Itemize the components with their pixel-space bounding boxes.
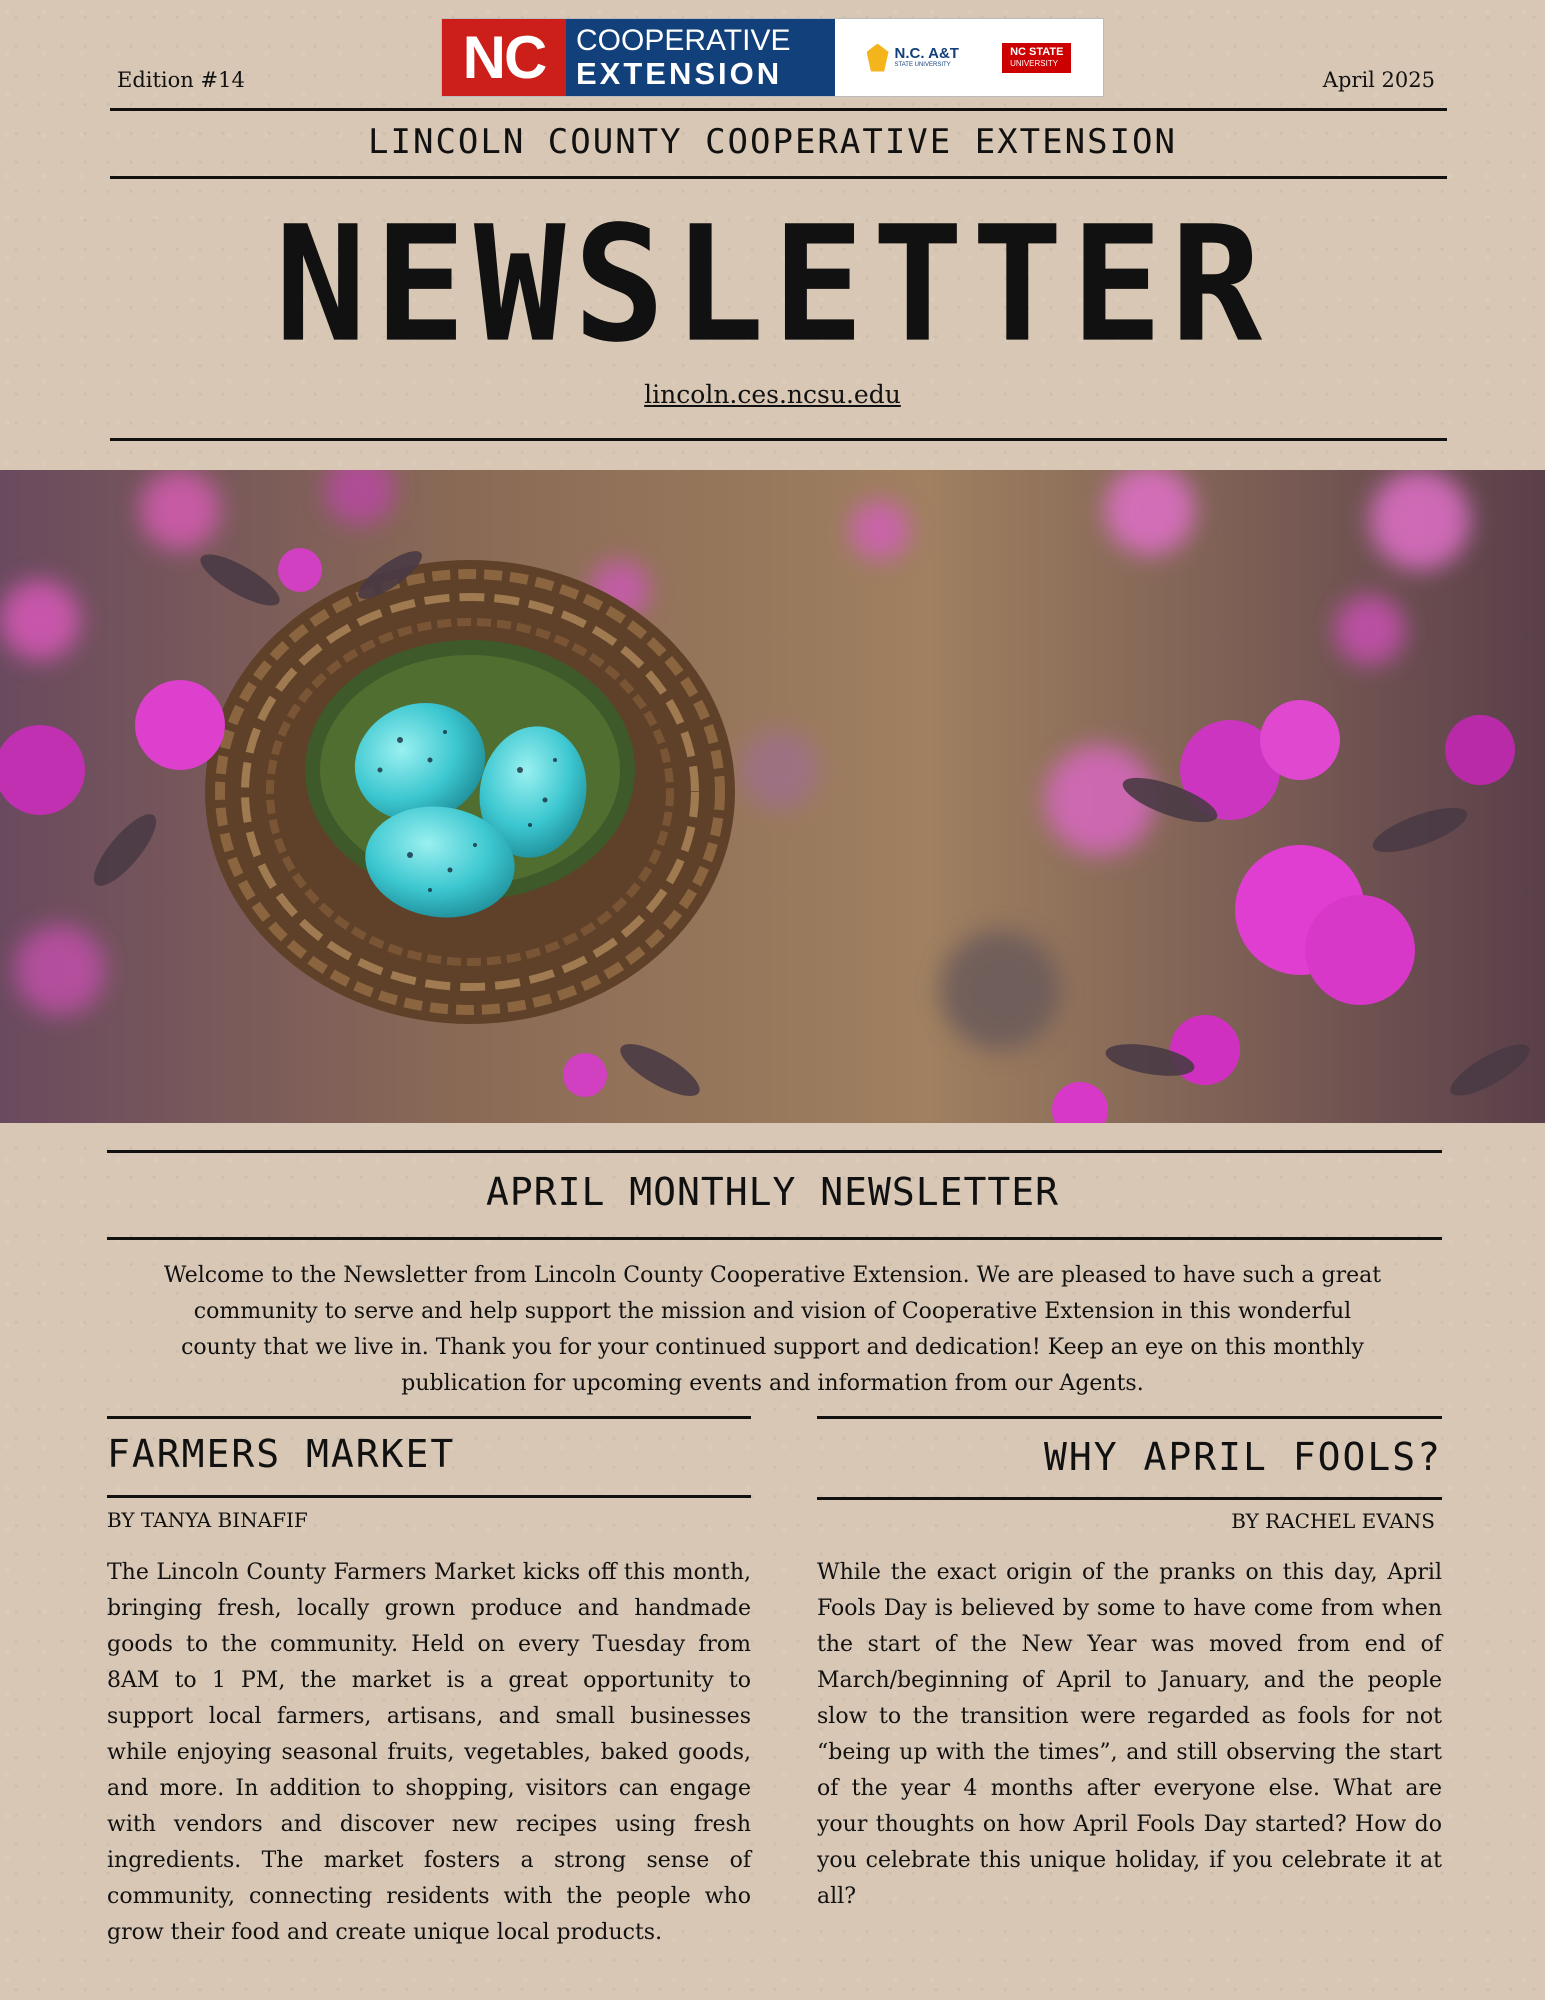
edition-number: Edition #14	[117, 68, 245, 92]
masthead-title: NEWSLETTER	[274, 191, 1271, 378]
farmers-market-body: The Lincoln County Farmers Market kicks off this month, bringing fresh, locally grown produce and handmade goods to the community. Held on every Tuesday from 8AM to 1 PM, the market is a great opportunity to support local farmers, artisans, and small businesses while enjoying seasonal fruits, vegetables, baked goods, and more. In addition to shopping, visitors can engage with vendors and discover new recipes using fresh ingredients. The market fosters a strong sense of community, connecting residents with the people who grow their food and create unique local products.	[107, 1560, 751, 1945]
ncat-name: N.C. A&T	[894, 45, 959, 62]
ncstate-subtitle: UNIVERSITY	[1010, 58, 1059, 68]
partner-logos	[835, 19, 1103, 96]
farmers-market-title: FARMERS MARKET	[107, 1432, 456, 1476]
farmers-market-rule-top	[107, 1416, 751, 1419]
extension-wordmark	[566, 19, 835, 96]
hero-image	[0, 470, 1545, 1123]
farmers-market-byline: BY TANYA BINAFIF	[107, 1508, 308, 1532]
intro-paragraph: Welcome to the Newsletter from Lincoln County Cooperative Extension. We are pleased to have such a great community to serve and help support the mission and vision of Cooperative Extension in this wonderful county that we live in. Thank you for your continued support and dedication! Keep an eye on this monthly publication for upcoming events and information from our Agents.	[163, 1263, 1382, 1396]
header-rule-middle	[110, 176, 1447, 179]
issue-date: April 2025	[1322, 68, 1435, 92]
header-rule-top	[110, 108, 1447, 111]
nc-logo-mark: NC	[442, 19, 566, 96]
website-link[interactable]: lincoln.ces.ncsu.edu	[644, 380, 901, 409]
section-title: APRIL MONTHLY NEWSLETTER	[485, 1170, 1060, 1214]
ncat-shield-icon	[867, 44, 889, 72]
april-fools-byline: BY RACHEL EVANS	[1231, 1509, 1435, 1533]
section-rule-bottom	[107, 1237, 1442, 1240]
ncstate-name: NC STATE	[1010, 45, 1064, 58]
ncat-subtitle: STATE UNIVERSITY	[894, 62, 951, 68]
logo-line-cooperative: COOPERATIVE	[576, 24, 791, 57]
logo-line-extension: EXTENSION	[576, 56, 783, 91]
header-rule-bottom	[110, 438, 1447, 441]
county-title: LINCOLN COUNTY COOPERATIVE EXTENSION	[368, 122, 1177, 162]
april-fools-rule-top	[817, 1416, 1442, 1419]
april-fools-rule-bottom	[817, 1497, 1442, 1500]
ncstate-logo	[1002, 43, 1071, 73]
ncat-logo	[867, 44, 959, 72]
april-fools-title: WHY APRIL FOOLS?	[1043, 1435, 1442, 1479]
april-fools-body: While the exact origin of the pranks on this day, April Fools Day is believed by some to have come from when the start of the New Year was moved from end of March/beginning of April to January, and the people slow to the transition were regarded as fools for not “being up with the times”, and still observing the start of the year 4 months after everyone else. What are your thoughts on how April Fools Day started? How do you celebrate this unique holiday, if you celebrate it at all?	[817, 1560, 1442, 1909]
cooperative-extension-logo	[441, 18, 1104, 97]
section-rule-top	[107, 1150, 1442, 1153]
farmers-market-rule-bottom	[107, 1495, 751, 1498]
